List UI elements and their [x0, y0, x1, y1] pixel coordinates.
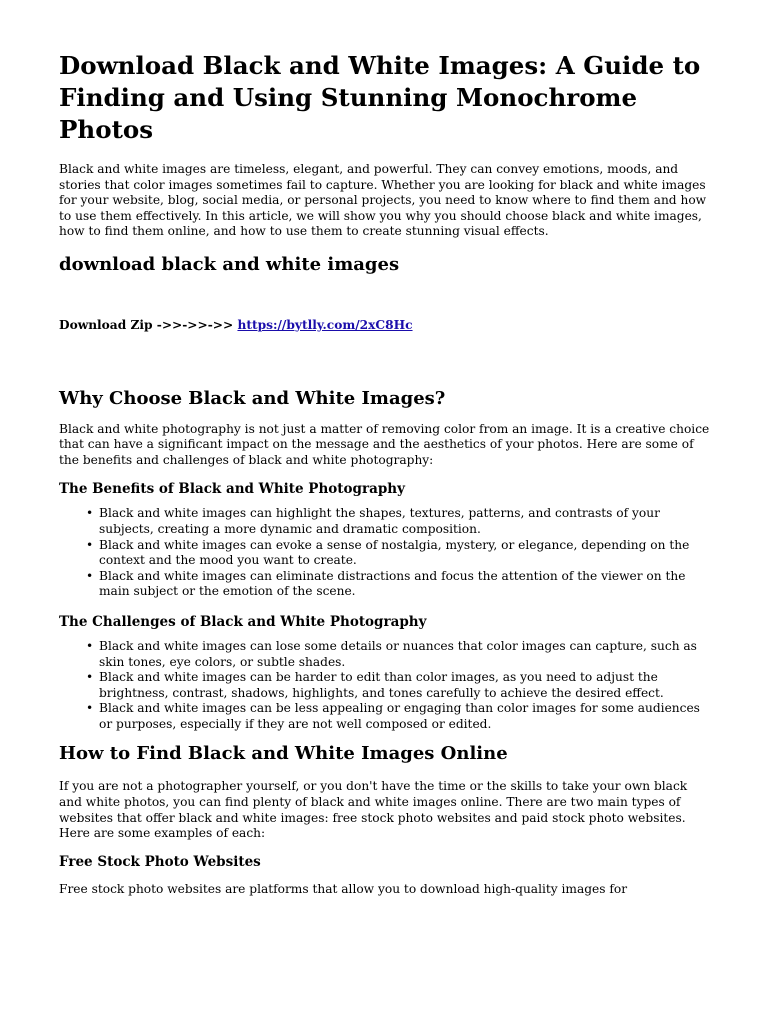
challenges-heading: The Challenges of Black and White Photography: [59, 613, 427, 630]
bullet-icon: •: [86, 638, 94, 653]
benefits-heading: The Benefits of Black and White Photography: [59, 481, 405, 498]
bullet-icon: •: [86, 568, 94, 583]
challenges-list: [59, 639, 710, 733]
download-heading: download black and white images: [59, 253, 400, 275]
why-paragraph: Black and white photography is not just a matter of removing color from an image. It is a creative choice that can have a significant impact on the message and the aesthetics of your photos. Here are some of the benefits and challenges of black and white photography:: [59, 421, 710, 467]
list-item-text: Black and white images can be less appealing or engaging than color images for some audiences or purposes, especially if they are not well composed or edited.: [99, 701, 700, 731]
list-item-text: Black and white images can highlight the shapes, textures, patterns, and contrasts of your subjects, creating a more dynamic and dramatic composition.: [99, 506, 660, 536]
list-item: [86, 670, 710, 701]
free-stock-paragraph: Free stock photo websites are platforms that allow you to download high-quality images for: [59, 881, 628, 896]
list-item: [86, 506, 710, 537]
download-label: Download Zip ->>->>->>: [59, 317, 238, 332]
list-item: [86, 568, 710, 600]
list-item: [86, 701, 710, 732]
list-item-text: Black and white images can evoke a sense of nostalgia, mystery, or elegance, depending on the context and the mood you want to create.: [99, 537, 690, 568]
intro-paragraph: Black and white images are timeless, elegant, and powerful. They can convey emotions, moods, and stories that color images sometimes fail to capture. Whether you are looking for black and white images for your website, blog, social media, or personal projects, you need to know where to find them and how to use them effectively. In this article, we will show you why you should choose black and white images, how to find them online, and how to use them to create stunning visual effects.: [59, 162, 707, 239]
how-heading: How to Find Black and White Images Online: [59, 743, 508, 765]
how-paragraph: If you are not a photographer yourself, or you don't have the time or the skills to take your own black and white photos, you can find plenty of black and white images online. There are two main types of websites that offer black and white images: free stock photo websites and paid stock photo websites. Here are some examples of each:: [59, 779, 688, 841]
download-link[interactable]: https://bytlly.com/2xC8Hc: [237, 317, 413, 332]
bullet-icon: •: [86, 670, 94, 685]
bullet-icon: •: [86, 537, 94, 552]
list-item: [86, 537, 710, 569]
benefits-list: [59, 506, 710, 600]
free-stock-heading: Free Stock Photo Websites: [59, 853, 261, 870]
list-item-text: Black and white images can be harder to edit than color images, as you need to adjust the brightness, contrast, shadows, highlights, and tones carefully to achieve the desired effect.: [99, 670, 664, 700]
download-line: [59, 318, 710, 334]
list-item-text: Black and white images can eliminate distractions and focus the attention of the viewer on the main subject or the emotion of the scene.: [99, 568, 686, 599]
why-heading: Why Choose Black and White Images?: [59, 387, 446, 409]
list-item-text: Black and white images can lose some details or nuances that color images can capture, such as skin tones, eye colors, or subtle shades.: [99, 638, 697, 669]
bullet-icon: •: [86, 506, 94, 521]
page-title: Download Black and White Images: A Guide to Finding and Using Stunning Monochrome Photos: [59, 51, 701, 144]
bullet-icon: •: [86, 701, 94, 716]
list-item: [86, 638, 710, 670]
